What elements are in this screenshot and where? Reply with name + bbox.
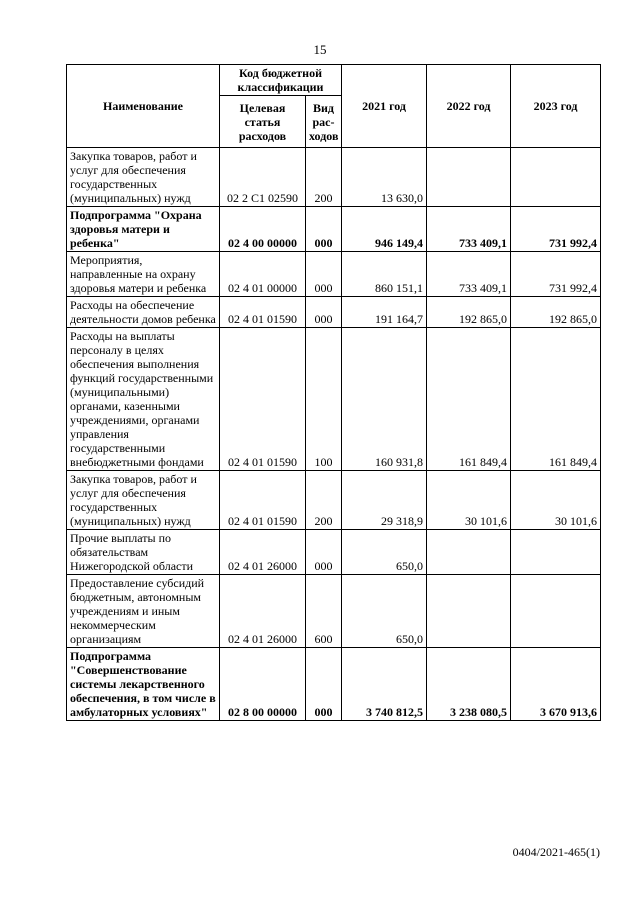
row-name: Прочие выплаты по обязательствам Нижегородской области (67, 530, 220, 575)
row-value-2023: 161 849,4 (511, 328, 601, 471)
row-expense-type: 200 (306, 471, 342, 530)
row-value-2021: 860 151,1 (342, 252, 427, 297)
row-value-2023: 731 992,4 (511, 252, 601, 297)
row-name: Расходы на выплаты персоналу в целях обеспечения выполнения функций государственными (муниципальными) органами, казенными учреждениями, органами управления государственными внебюджетными фондами (67, 328, 220, 471)
row-expense-type: 000 (306, 297, 342, 328)
row-value-2021: 650,0 (342, 530, 427, 575)
row-value-2023: 731 992,4 (511, 207, 601, 252)
row-target-article: 02 4 01 01590 (220, 471, 306, 530)
row-expense-type: 600 (306, 575, 342, 648)
table-row (67, 297, 601, 328)
table-row (67, 575, 601, 648)
row-target-article: 02 4 00 00000 (220, 207, 306, 252)
page-number: 15 (313, 42, 327, 57)
row-value-2023 (511, 530, 601, 575)
table-row (67, 207, 601, 252)
table-row (67, 530, 601, 575)
document-id: 0404/2021-465(1) (512, 845, 600, 859)
row-value-2021: 160 931,8 (342, 328, 427, 471)
row-value-2021: 13 630,0 (342, 148, 427, 207)
row-name: Предоставление субсидий бюджетным, автономным учреждениям и иным некоммерческим организациям (67, 575, 220, 648)
row-expense-type: 000 (306, 648, 342, 721)
header-code-group: Код бюджетной классификации (220, 65, 342, 96)
row-value-2021: 946 149,4 (342, 207, 427, 252)
row-name: Закупка товаров, работ и услуг для обеспечения государственных (муниципальных) нужд (67, 471, 220, 530)
table-body (67, 148, 601, 721)
header-expense-type: Вид рас-ходов (306, 96, 342, 148)
row-target-article: 02 4 01 01590 (220, 297, 306, 328)
row-target-article: 02 4 01 26000 (220, 575, 306, 648)
table-row (67, 471, 601, 530)
row-value-2022: 192 865,0 (427, 297, 511, 328)
row-target-article: 02 4 01 26000 (220, 530, 306, 575)
row-expense-type: 000 (306, 530, 342, 575)
row-target-article: 02 4 01 00000 (220, 252, 306, 297)
row-value-2021: 650,0 (342, 575, 427, 648)
row-value-2022: 733 409,1 (427, 252, 511, 297)
header-2022: 2022 год (427, 65, 511, 148)
row-name: Закупка товаров, работ и услуг для обеспечения государственных (муниципальных) нужд (67, 148, 220, 207)
row-target-article: 02 4 01 01590 (220, 328, 306, 471)
header-2023: 2023 год (511, 65, 601, 148)
header-target-article: Целевая статья расходов (220, 96, 306, 148)
row-name: Расходы на обеспечение деятельности домов ребенка (67, 297, 220, 328)
row-value-2022 (427, 148, 511, 207)
row-value-2022: 733 409,1 (427, 207, 511, 252)
row-expense-type: 000 (306, 252, 342, 297)
row-expense-type: 000 (306, 207, 342, 252)
header-2021: 2021 год (342, 65, 427, 148)
row-value-2022: 3 238 080,5 (427, 648, 511, 721)
row-target-article: 02 2 С1 02590 (220, 148, 306, 207)
table-row (67, 648, 601, 721)
row-expense-type: 200 (306, 148, 342, 207)
row-name: Подпрограмма "Совершенствование системы лекарственного обеспечения, в том числе в амбулаторных условиях" (67, 648, 220, 721)
row-value-2022 (427, 530, 511, 575)
table-row (67, 252, 601, 297)
row-value-2023: 192 865,0 (511, 297, 601, 328)
row-value-2023 (511, 575, 601, 648)
row-value-2021: 29 318,9 (342, 471, 427, 530)
row-value-2022 (427, 575, 511, 648)
row-value-2023: 3 670 913,6 (511, 648, 601, 721)
header-name: Наименование (67, 65, 220, 148)
budget-table (66, 64, 601, 721)
row-name: Подпрограмма "Охрана здоровья матери и ребенка" (67, 207, 220, 252)
row-target-article: 02 8 00 00000 (220, 648, 306, 721)
row-value-2022: 30 101,6 (427, 471, 511, 530)
row-value-2021: 191 164,7 (342, 297, 427, 328)
row-value-2023: 30 101,6 (511, 471, 601, 530)
row-name: Мероприятия, направленные на охрану здоровья матери и ребенка (67, 252, 220, 297)
table-row (67, 328, 601, 471)
table-row (67, 148, 601, 207)
row-expense-type: 100 (306, 328, 342, 471)
row-value-2023 (511, 148, 601, 207)
row-value-2022: 161 849,4 (427, 328, 511, 471)
row-value-2021: 3 740 812,5 (342, 648, 427, 721)
